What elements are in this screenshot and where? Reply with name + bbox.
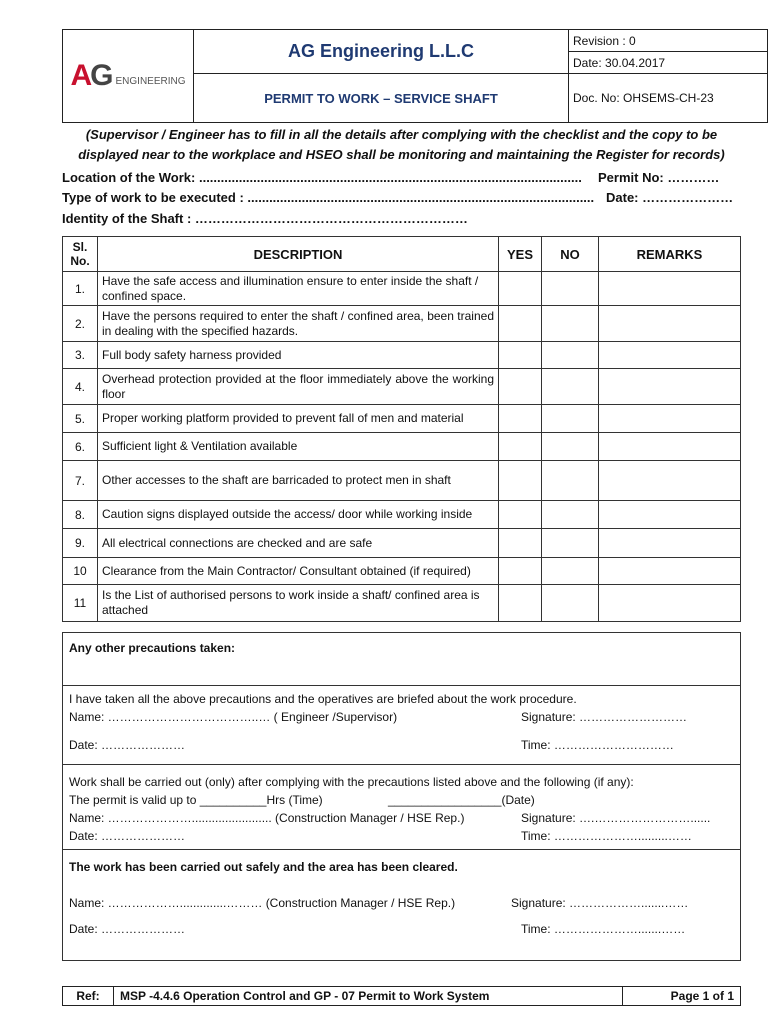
remarks-cell[interactable] [599, 306, 741, 342]
doc-number: Doc. No: OHSEMS-CH-23 [569, 74, 768, 123]
approval-box [62, 764, 741, 850]
approval-date-field[interactable]: Date: ………………… [69, 829, 186, 843]
approval-time-field[interactable]: Time: ………………….........…… [521, 829, 692, 843]
remarks-cell[interactable] [599, 405, 741, 433]
yes-cell[interactable] [499, 306, 542, 342]
permit-no-field[interactable]: Permit No: ………… [598, 170, 720, 185]
no-cell[interactable] [542, 585, 599, 622]
issue-date: Date: 30.04.2017 [569, 52, 768, 74]
remarks-cell[interactable] [599, 369, 741, 405]
completion-time-field[interactable]: Time: ………………….......…… [521, 922, 686, 936]
completion-date-field[interactable]: Date: ………………… [69, 922, 186, 936]
engineer-signature-field[interactable]: Signature: ……………………… [521, 710, 688, 724]
yes-cell[interactable] [499, 405, 542, 433]
no-cell[interactable] [542, 306, 599, 342]
checklist-table [62, 236, 741, 622]
no-cell[interactable] [542, 558, 599, 585]
remarks-cell[interactable] [599, 272, 741, 306]
declaration-text: I have taken all the above precautions and the operatives are briefed about the work procedure. [69, 692, 577, 706]
no-cell[interactable] [542, 369, 599, 405]
table-row: 4. Overhead protection provided at the floor immediately above the working floor [63, 369, 741, 405]
remarks-cell[interactable] [599, 342, 741, 369]
yes-cell[interactable] [499, 585, 542, 622]
declaration-box [62, 685, 741, 765]
yes-cell[interactable] [499, 461, 542, 501]
remarks-cell[interactable] [599, 529, 741, 558]
completion-box [62, 849, 741, 961]
ref-text: MSP -4.4.6 Operation Control and GP - 07 Permit to Work System [114, 987, 623, 1006]
table-row: 8. Caution signs displayed outside the access/ door while working inside [63, 501, 741, 529]
completion-name-field[interactable]: Name: ………………..............……… (Construction Manager / HSE Rep.) [69, 896, 456, 910]
logo-subtext: ENGINEERING [115, 76, 186, 87]
table-row: 7. Other accesses to the shaft are barricaded to protect men in shaft [63, 461, 741, 501]
no-cell[interactable] [542, 433, 599, 461]
completion-signature-field[interactable]: Signature: ……………….......…… [511, 896, 689, 910]
table-row: 11 Is the List of authorised persons to work inside a shaft/ confined area is attached [63, 585, 741, 622]
instructions: (Supervisor / Engineer has to fill in all the details after complying with the checklist and the copy to be displayed near to the workplace and HSEO shall be monitoring and maintaining the Register for records) [78, 127, 725, 162]
yes-cell[interactable] [499, 529, 542, 558]
completion-text: The work has been carried out safely and the area has been cleared. [69, 860, 458, 874]
col-remarks: REMARKS [599, 237, 741, 272]
col-yes: YES [499, 237, 542, 272]
table-row: 10 Clearance from the Main Contractor/ Consultant obtained (if required) [63, 558, 741, 585]
page-number: Page 1 of 1 [623, 987, 741, 1006]
manager-signature-field[interactable]: Signature: ….……………………...... [521, 811, 711, 825]
yes-cell[interactable] [499, 433, 542, 461]
table-row: 6. Sufficient light & Ventilation available [63, 433, 741, 461]
permit-title: PERMIT TO WORK – SERVICE SHAFT [194, 74, 569, 123]
remarks-cell[interactable] [599, 558, 741, 585]
col-description: DESCRIPTION [98, 237, 499, 272]
logo-cell [63, 30, 194, 123]
company-name: AG Engineering L.L.C [194, 30, 569, 74]
table-row: 9. All electrical connections are checked and are safe [63, 529, 741, 558]
no-cell[interactable] [542, 461, 599, 501]
col-sl: Sl. No. [63, 237, 98, 272]
ref-label: Ref: [63, 987, 114, 1006]
declaration-date-field[interactable]: Date: ………………… [69, 738, 186, 752]
revision: Revision : 0 [569, 30, 768, 52]
col-no: NO [542, 237, 599, 272]
declaration-time-field[interactable]: Time: ………………………… [521, 738, 674, 752]
manager-name-field[interactable]: Name: …………………........................ (Construction Manager / HSE Rep.) [69, 811, 465, 825]
shaft-identity-field[interactable]: Identity of the Shaft : ……………………………………………………… [62, 211, 468, 226]
yes-cell[interactable] [499, 342, 542, 369]
no-cell[interactable] [542, 342, 599, 369]
other-precautions-box[interactable] [62, 632, 741, 686]
checklist-header-row [63, 237, 741, 272]
no-cell[interactable] [542, 405, 599, 433]
no-cell[interactable] [542, 501, 599, 529]
other-precautions-label: Any other precautions taken: [69, 641, 236, 655]
footer-table [62, 986, 741, 1006]
approval-text: Work shall be carried out (only) after complying with the precautions listed above and the following (if any): [69, 775, 634, 789]
table-row: 3. Full body safety harness provided [63, 342, 741, 369]
yes-cell[interactable] [499, 272, 542, 306]
remarks-cell[interactable] [599, 461, 741, 501]
no-cell[interactable] [542, 272, 599, 306]
remarks-cell[interactable] [599, 585, 741, 622]
logo-mark: A [70, 59, 91, 92]
table-row: 2. Have the persons required to enter the shaft / confined area, been trained in dealing with the specified hazards. [63, 306, 741, 342]
location-field[interactable]: Location of the Work: .......................................................................................................... [62, 170, 582, 185]
engineer-name-field[interactable]: Name: ………………………………..… ( Engineer /Supervisor) [69, 710, 398, 724]
company-logo: A G ENGINEERING [70, 59, 186, 92]
valid-time-field[interactable]: The permit is valid up to __________Hrs (Time) [69, 793, 323, 807]
work-type-field[interactable]: Type of work to be executed : ................................................................................................ [62, 190, 595, 205]
table-row: 1. Have the safe access and illumination ensure to enter inside the shaft / confined space. [63, 272, 741, 306]
remarks-cell[interactable] [599, 433, 741, 461]
remarks-cell[interactable] [599, 501, 741, 529]
no-cell[interactable] [542, 529, 599, 558]
valid-date-field[interactable]: _________________(Date) [388, 793, 535, 807]
yes-cell[interactable] [499, 369, 542, 405]
date-field[interactable]: Date: ………………… [606, 190, 734, 205]
yes-cell[interactable] [499, 558, 542, 585]
header-table [62, 29, 768, 123]
table-row: 5. Proper working platform provided to prevent fall of men and material [63, 405, 741, 433]
yes-cell[interactable] [499, 501, 542, 529]
